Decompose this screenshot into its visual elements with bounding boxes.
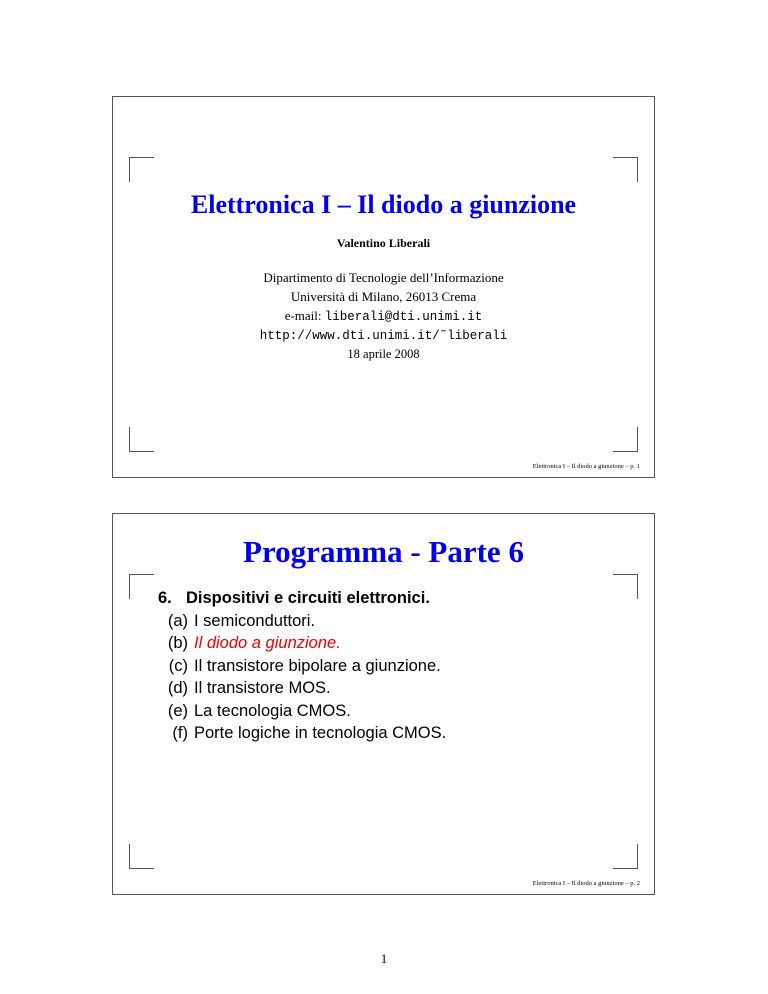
date: 18 aprile 2008	[347, 347, 420, 361]
corner-mark	[129, 157, 154, 182]
list-item-text: La tecnologia CMOS.	[194, 701, 351, 720]
list-heading	[158, 587, 446, 610]
list-item-label: (b)	[167, 634, 188, 652]
email-label: e-mail:	[284, 308, 322, 323]
email-line	[113, 306, 654, 327]
list-item	[158, 677, 446, 700]
list-item-text: I semiconduttori.	[194, 611, 316, 630]
list-item-text: Il transistore MOS.	[194, 679, 331, 697]
affiliation-line: Dipartimento di Tecnologie dell’Informazione	[263, 270, 504, 285]
list-item-text: Il transistore bipolare a giunzione.	[194, 656, 441, 675]
list-item-text: Porte logiche in tecnologia CMOS.	[194, 724, 447, 742]
list-item-label: (d)	[167, 679, 188, 697]
list-item-text-highlighted: Il diodo a giunzione.	[194, 634, 341, 652]
corner-mark	[129, 844, 154, 869]
page-number: 1	[380, 951, 388, 966]
list-item	[158, 610, 446, 633]
list-item-label: (c)	[168, 656, 188, 675]
corner-mark	[613, 574, 638, 599]
slide1-footer: Elettronica I – Il diodo a giunzione – p. 1	[532, 463, 640, 470]
list-heading-number: 6.	[158, 589, 172, 607]
list-item	[158, 655, 446, 678]
slide1-title: Elettronica I – Il diodo a giunzione	[190, 190, 577, 219]
corner-mark	[613, 427, 638, 452]
topic-list	[158, 587, 446, 745]
homepage-url[interactable]: http://www.dti.unimi.it/˜liberali	[259, 329, 508, 343]
corner-mark	[613, 157, 638, 182]
affiliation-line: Università di Milano, 26013 Crema	[290, 289, 477, 304]
affiliation-block	[113, 268, 654, 346]
slide-title	[112, 96, 655, 478]
corner-mark	[613, 844, 638, 869]
list-item-label: (e)	[167, 701, 188, 720]
list-heading-text: Dispositivi e circuiti elettronici.	[186, 589, 430, 607]
slide2-title: Programma - Parte 6	[243, 534, 524, 569]
list-item-label: (f)	[172, 724, 188, 742]
list-item	[158, 632, 446, 655]
author: Valentino Liberali	[336, 236, 431, 250]
corner-mark	[129, 574, 154, 599]
slide2-footer: Elettronica I – Il diodo a giunzione – p. 2	[532, 880, 640, 887]
slide-programma	[112, 513, 655, 895]
list-item	[158, 700, 446, 723]
email-address[interactable]: liberali@dti.unimi.it	[324, 310, 483, 324]
corner-mark	[129, 427, 154, 452]
list-item-label: (a)	[167, 611, 188, 630]
list-item	[158, 722, 446, 745]
